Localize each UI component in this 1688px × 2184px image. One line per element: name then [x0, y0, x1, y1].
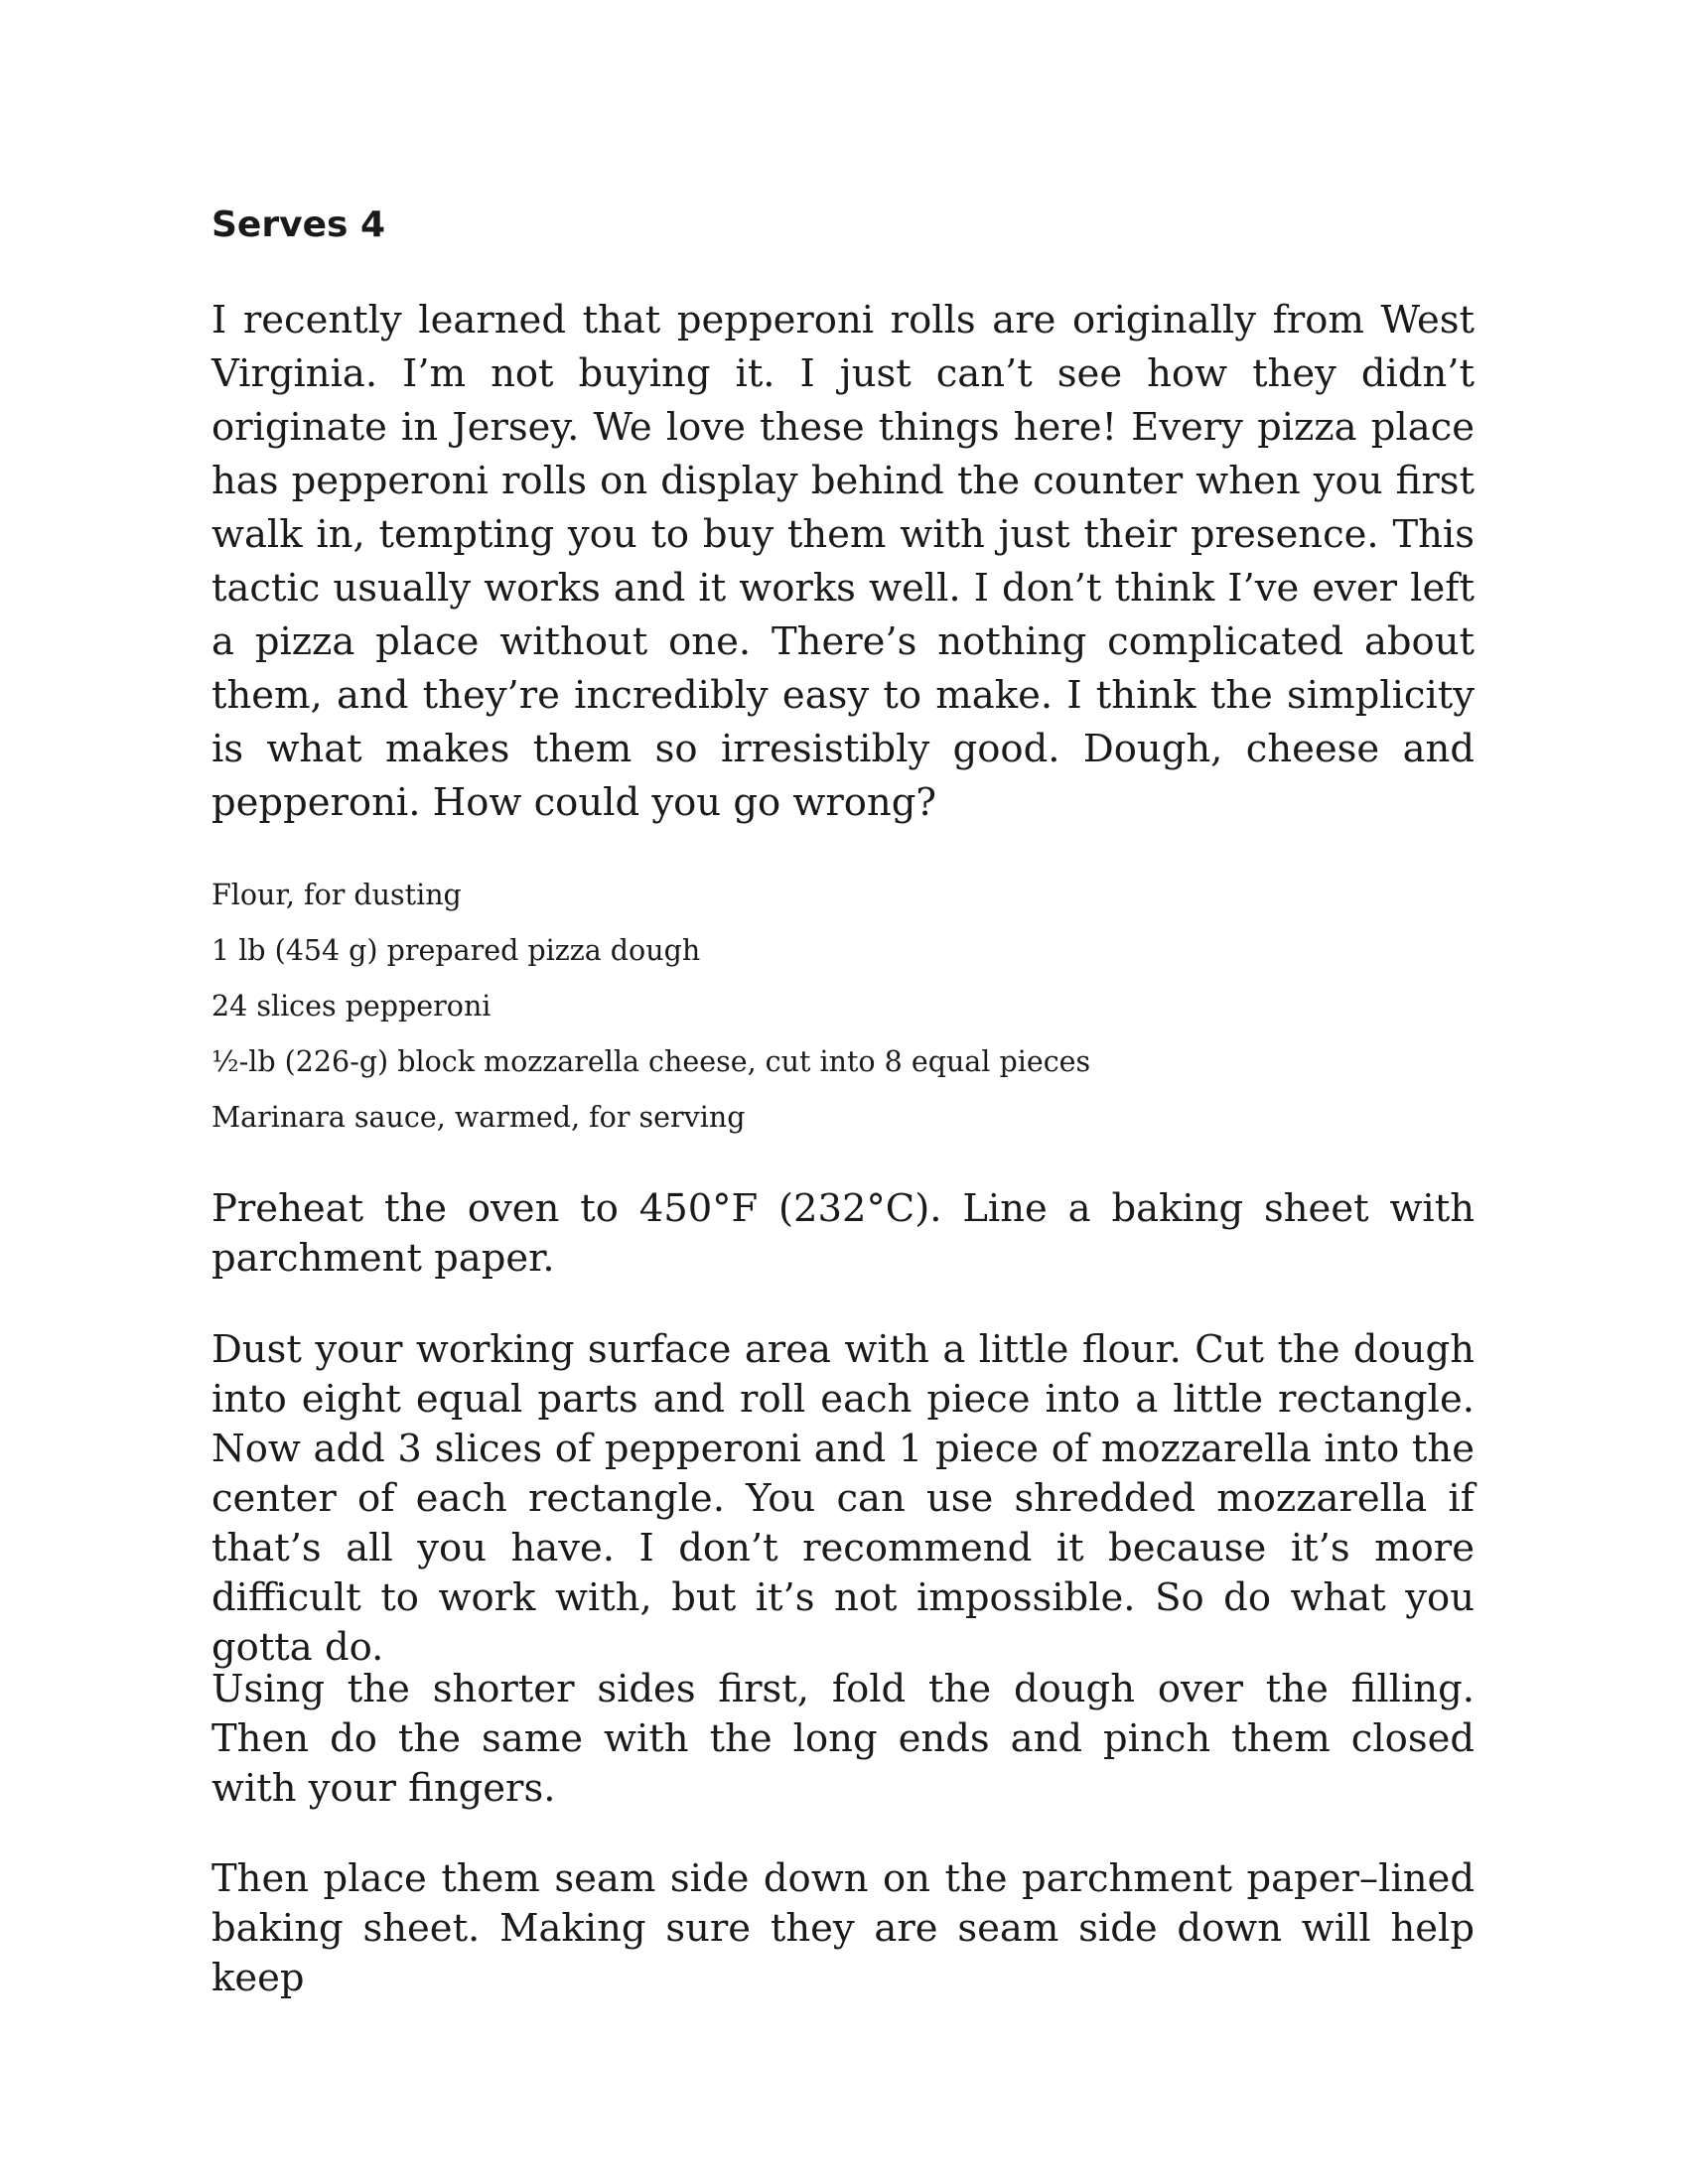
ingredient-item: 1 lb (454 g) prepared pizza dough	[211, 934, 701, 967]
ingredients-list	[211, 876, 1475, 1154]
step-2-paragraph: Dust your working surface area with a little flour. Cut the dough into eight equal parts and roll each piece into a little rectangle. Now add 3 slices of pepperoni and 1 piece of mozzarella into the center of each rectangle. You can use shredded mozzarella if that’s all you have. I don’t recommend it because it’s more difficult to work with, but it’s not impossible. So do what you gotta do.	[211, 1327, 1475, 1670]
step-4-paragraph: Then place them seam side down on the parchment paper–lined baking sheet. Making sure they are seam side down will help keep	[211, 1856, 1475, 2000]
ingredient-item: ½-lb (226-g) block mozzarella cheese, cut into 8 equal pieces	[211, 1045, 1091, 1078]
ingredient-item: Flour, for dusting	[211, 879, 462, 911]
ingredient-item: 24 slices pepperoni	[211, 990, 492, 1023]
step-1-paragraph: Preheat the oven to 450°F (232°C). Line a baking sheet with parchment paper.	[211, 1186, 1475, 1281]
step-3-paragraph: Using the shorter sides first, fold the dough over the filling. Then do the same with the long ends and pinch them closed with your fingers.	[211, 1667, 1475, 1811]
serves-heading: Serves 4	[211, 205, 385, 245]
ingredient-item: Marinara sauce, warmed, for serving	[211, 1101, 746, 1134]
intro-paragraph: I recently learned that pepperoni rolls are originally from West Virginia. I’m not buying it. I just can’t see how they didn’t originate in Jersey. We love these things here! Every pizza place has pepperoni rolls on display behind the counter when you first walk in, tempting you to buy them with just their presence. This tactic usually works and it works well. I don’t think I’ve ever left a pizza place without one. There’s nothing complicated about them, and they’re incredibly easy to make. I think the simplicity is what makes them so irresistibly good. Dough, cheese and pepperoni. How could you go wrong?	[211, 298, 1475, 825]
